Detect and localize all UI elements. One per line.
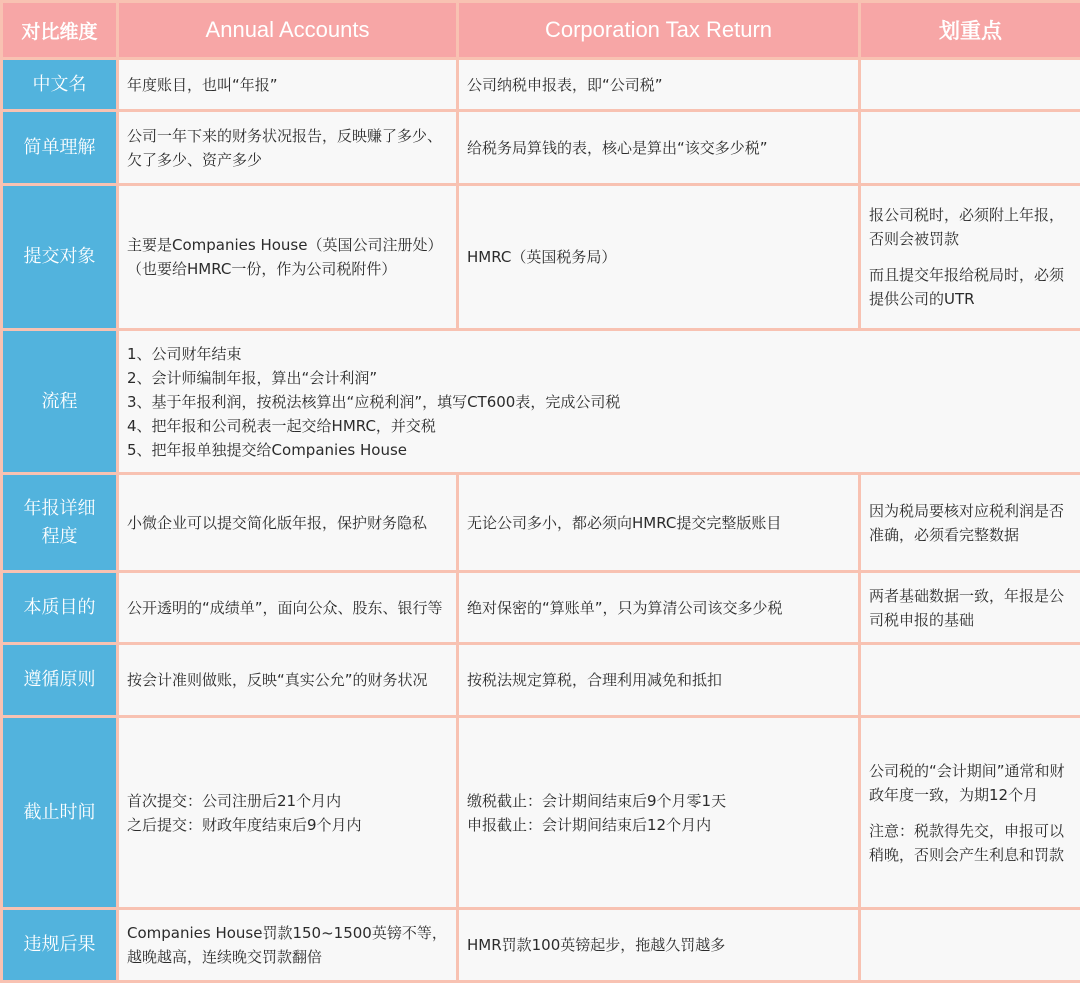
key-cell: 因为税局要核对应税利润是否准确，必须看完整数据 (860, 474, 1080, 572)
annual-cell: 年度账目，也叫“年报” (118, 59, 458, 111)
annual-cell: 按会计准则做账，反映“真实公允”的财务状况 (118, 644, 458, 717)
key-cell (860, 185, 1080, 330)
row-label-text: 程度 (9, 523, 110, 551)
ct-text: 申报截止：会计期间结束后12个月内 (467, 813, 850, 837)
key-cell: 两者基础数据一致，年报是公司税申报的基础 (860, 572, 1080, 644)
table-row (2, 111, 1080, 185)
process-step: 5、把年报单独提交给Companies House (127, 438, 1072, 462)
annual-cell: 公开透明的“成绩单”，面向公众、股东、银行等 (118, 572, 458, 644)
header-annual-accounts: Annual Accounts (118, 2, 458, 59)
row-label: 简单理解 (2, 111, 118, 185)
key-cell (860, 644, 1080, 717)
ct-cell: HMR罚款100英镑起步，拖越久罚越多 (458, 909, 860, 982)
row-label-text: 年报详细 (9, 495, 110, 523)
annual-text: 主要是Companies House（英国公司注册处） (127, 233, 448, 257)
key-text: 而且提交年报给税局时，必须提供公司的UTR (869, 263, 1072, 311)
ct-text: 缴税截止：会计期间结束后9个月零1天 (467, 789, 850, 813)
key-text: 报公司税时，必须附上年报，否则会被罚款 (869, 203, 1072, 251)
header-corporation-tax-return: Corporation Tax Return (458, 2, 860, 59)
annual-text: （也要给HMRC一份，作为公司税附件） (127, 257, 448, 281)
table-row (2, 572, 1080, 644)
key-cell (860, 111, 1080, 185)
key-text: 注意：税款得先交，申报可以稍晚，否则会产生利息和罚款 (869, 819, 1072, 867)
ct-cell: 无论公司多小，都必须向HMRC提交完整版账目 (458, 474, 860, 572)
table-row (2, 185, 1080, 330)
annual-text: 之后提交：财政年度结束后9个月内 (127, 813, 448, 837)
table-row (2, 644, 1080, 717)
process-step: 1、公司财年结束 (127, 342, 1072, 366)
table-row (2, 330, 1080, 474)
process-cell (118, 330, 1080, 474)
table-row (2, 717, 1080, 909)
row-label: 提交对象 (2, 185, 118, 330)
ct-cell: 给税务局算钱的表，核心是算出“该交多少税” (458, 111, 860, 185)
annual-cell: 公司一年下来的财务状况报告，反映赚了多少、欠了多少、资产多少 (118, 111, 458, 185)
ct-cell: 按税法规定算税，合理利用减免和抵扣 (458, 644, 860, 717)
process-step: 4、把年报和公司税表一起交给HMRC，并交税 (127, 414, 1072, 438)
ct-cell (458, 717, 860, 909)
annual-cell: 小微企业可以提交简化版年报，保护财务隐私 (118, 474, 458, 572)
row-label: 遵循原则 (2, 644, 118, 717)
annual-cell: Companies House罚款150~1500英镑不等，越晚越高，连续晚交罚款翻倍 (118, 909, 458, 982)
key-text: 公司税的“会计期间”通常和财政年度一致，为期12个月 (869, 759, 1072, 807)
ct-cell: 绝对保密的“算账单”，只为算清公司该交多少税 (458, 572, 860, 644)
row-label: 截止时间 (2, 717, 118, 909)
header-key-points: 划重点 (860, 2, 1080, 59)
row-label: 本质目的 (2, 572, 118, 644)
header-dimension: 对比维度 (2, 2, 118, 59)
annual-cell (118, 185, 458, 330)
annual-text: 首次提交：公司注册后21个月内 (127, 789, 448, 813)
header-row (2, 2, 1080, 59)
row-label (2, 474, 118, 572)
ct-cell: 公司纳税申报表，即“公司税” (458, 59, 860, 111)
table-row (2, 909, 1080, 982)
key-cell (860, 59, 1080, 111)
ct-cell: HMRC（英国税务局） (458, 185, 860, 330)
row-label: 违规后果 (2, 909, 118, 982)
key-cell (860, 909, 1080, 982)
row-label: 中文名 (2, 59, 118, 111)
process-step: 3、基于年报利润，按税法核算出“应税利润”，填写CT600表，完成公司税 (127, 390, 1072, 414)
key-cell (860, 717, 1080, 909)
table-row (2, 59, 1080, 111)
row-label: 流程 (2, 330, 118, 474)
process-step: 2、会计师编制年报，算出“会计利润” (127, 366, 1072, 390)
table-row (2, 474, 1080, 572)
annual-cell (118, 717, 458, 909)
